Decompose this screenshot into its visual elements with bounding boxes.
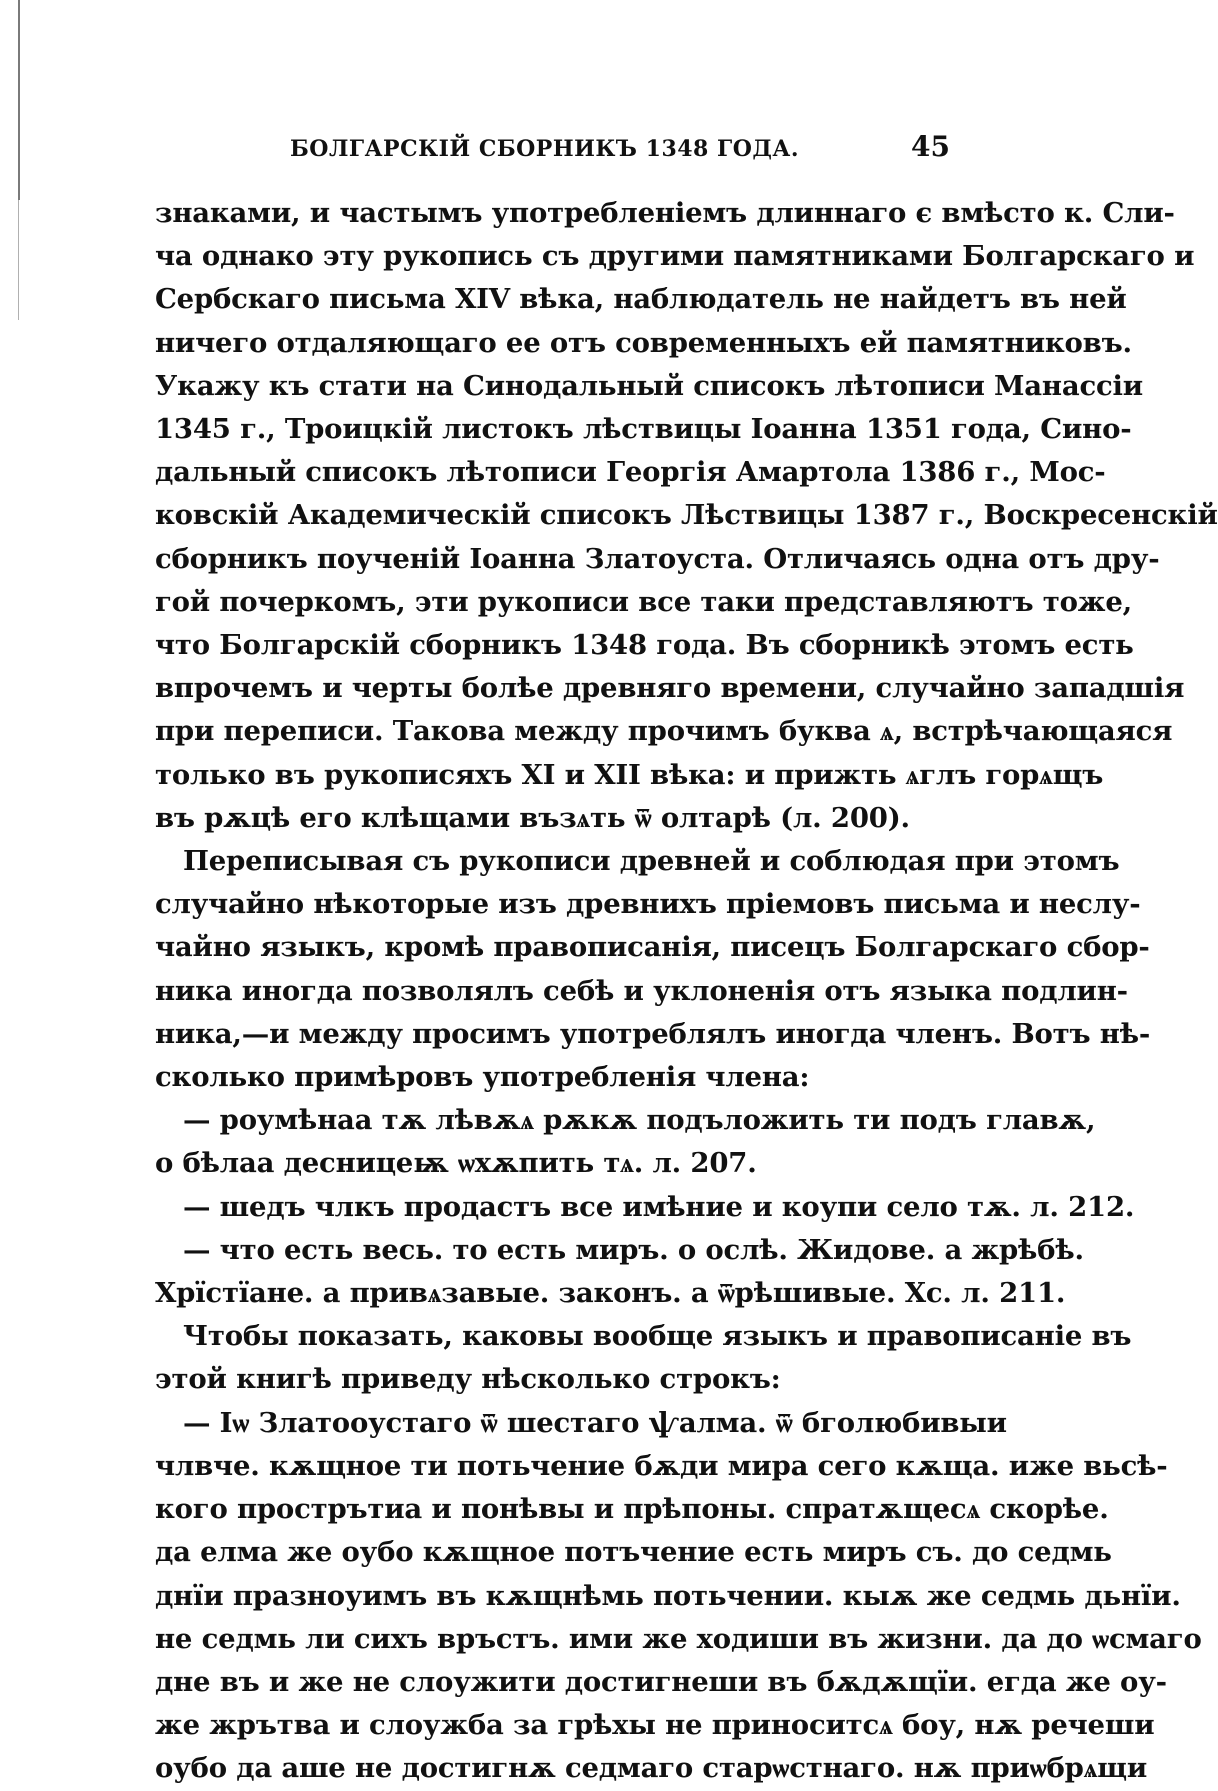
text-line: въ рѫцѣ его клѣщами възѧть ѿ олтарѣ (л. 200). <box>155 801 910 834</box>
text-line: ничего отдаляющаго ее отъ современныхъ ей памятниковъ. <box>155 326 1132 359</box>
text-line: только въ рукописяхъ XI и XII вѣка: и прижть ѧглъ горѧщъ <box>155 758 1104 791</box>
text-line: сколько примѣровъ употребленія члена: <box>155 1061 810 1094</box>
scan-edge <box>18 200 19 320</box>
text-line: дальный списокъ лѣтописи Георгія Амартола 1386 г., Мос- <box>155 456 1106 489</box>
scan-edge <box>18 0 20 200</box>
text-line: случайно нѣкоторые изъ древнихъ пріемовъ письма и неслу- <box>155 888 1141 921</box>
text-line: члвче. кѫщное ти потьчение бѫди мира сего кѫща. иже вьсѣ- <box>155 1449 1168 1482</box>
text-line: этой книгѣ приведу нѣсколько строкъ: <box>155 1363 781 1396</box>
text-line: впрочемъ и черты болѣе древняго времени, случайно западшія <box>155 672 1185 705</box>
text-line: Сербскаго письма XIV вѣка, наблюдатель не найдетъ въ ней <box>155 283 1127 316</box>
text-line: же жрътва и слоужба за грѣхы не приноситсѧ боу, нѫ речеши <box>155 1709 1155 1742</box>
text-line: Укажу къ стати на Синодальный списокъ лѣтописи Манассіи <box>155 369 1143 402</box>
text-line: — шедъ члкъ продастъ все имѣние и коупи село тѫ. л. 212. <box>183 1190 1135 1223</box>
text-line: Чтобы показать, каковы вообще языкъ и правописаніе въ <box>183 1320 1132 1353</box>
text-line: — роумѣнаа тѫ лѣвѫѧ рѫкѫ подъложить ти подъ главѫ, <box>183 1104 1096 1137</box>
text-line: о бѣлаа десницеѭ ѡхѫпить тѧ. л. 207. <box>155 1147 757 1180</box>
text-line: днїи празноуимъ въ кѫщнѣмь потьчении. кыѫ же седмь дьнїи. <box>155 1579 1181 1612</box>
text-line: Переписывая съ рукописи древней и соблюдая при этомъ <box>183 845 1120 878</box>
text-line: чайно языкъ, кромѣ правописанія, писецъ Болгарскаго сбор- <box>155 931 1150 964</box>
text-line: знаками, и частымъ употребленіемъ длиннаго є вмѣсто к. Сли- <box>155 197 1175 229</box>
text-line: ковскій Академическій списокъ Лѣствицы 1387 г., Воскресенскій <box>155 499 1218 532</box>
text-line: дне въ и же не слоужити достигнеши въ бѫдѫщїи. егда же оу- <box>155 1665 1167 1698</box>
running-title: БОЛГАРСКІЙ СБОРНИКЪ 1348 ГОДА. <box>290 136 800 162</box>
text-line: — что есть весь. то есть миръ. о ослѣ. Жидове. а жрѣбѣ. <box>183 1233 1084 1266</box>
text-line: — Іѡ Златооустаго ѿ шестаго ѱалма. ѿ бголюбивыи <box>183 1406 1007 1439</box>
text-line: 1345 г., Троицкій листокъ лѣствицы Іоанна 1351 года, Сино- <box>155 413 1132 446</box>
text-line: ника,—и между просимъ употреблялъ иногда членъ. Вотъ нѣ- <box>155 1017 1151 1050</box>
text-line: ника иногда позволялъ себѣ и уклоненія отъ языка подлин- <box>155 974 1128 1007</box>
text-line: что Болгарскій сборникъ 1348 года. Въ сборникѣ этомъ есть <box>155 629 1134 662</box>
page-number: 45 <box>911 130 950 163</box>
text-line: Хрїстїане. а привѧзавые. законъ. а ѿрѣшивые. Хс. л. 211. <box>155 1277 1066 1310</box>
text-line: сборникъ поученій Іоанна Златоуста. Отличаясь одна отъ дру- <box>155 542 1160 575</box>
text-line: не седмь ли сихъ връстъ. ими же ходиши въ жизни. да до ѡсмаго <box>155 1622 1202 1655</box>
page-header <box>160 130 950 170</box>
text-line: кого прострътиа и понѣвы и прѣпоны. спратѫщесѧ скорѣе. <box>155 1493 1109 1526</box>
text-line: да елма же оубо кѫщное потъчение есть миръ съ. до седмь <box>155 1536 1112 1569</box>
text-line: при переписи. Такова между прочимъ буква ѧ, встрѣчающаяся <box>155 715 1173 748</box>
body-text <box>155 192 1218 1791</box>
text-line: оубо да аше не достигнѫ седмаго старѡстнаго. нѫ приѡбрѧщи <box>155 1752 1148 1785</box>
text-line: гой почеркомъ, эти рукописи все таки представляютъ тоже, <box>155 585 1132 618</box>
text-line: ча однако эту рукопись съ другими памятниками Болгарскаго и <box>155 240 1195 273</box>
